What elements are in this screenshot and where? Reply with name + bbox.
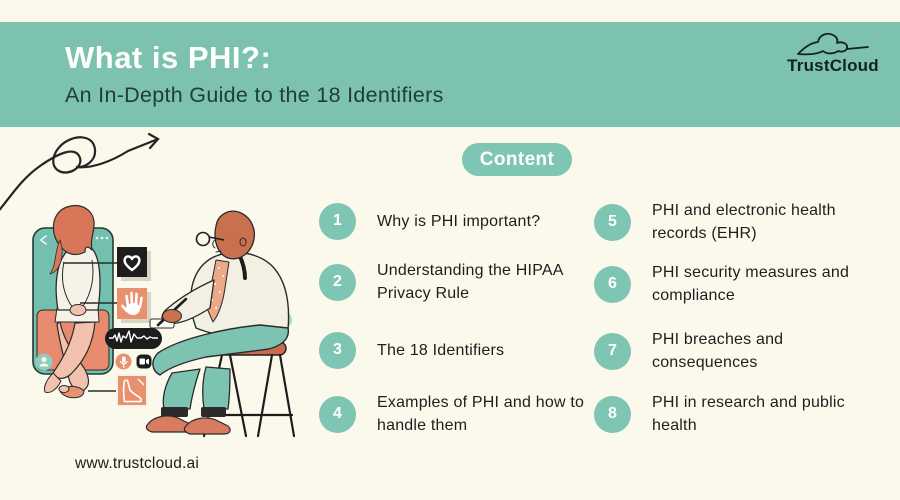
item-label: Understanding the HIPAA Privacy Rule (377, 262, 563, 302)
item-number-circle: 5 (594, 204, 631, 241)
item-label: PHI and electronic health records (EHR) (652, 202, 836, 242)
cloud-outline-icon (794, 30, 872, 58)
doodle-arrow-icon (0, 134, 158, 214)
content-badge: Content (462, 143, 572, 176)
item-number-circle: 3 (319, 332, 356, 369)
more-dots-icon (96, 237, 109, 240)
glasses-icon (197, 233, 210, 246)
toc-item-2 (319, 254, 592, 310)
website-link[interactable]: www.trustcloud.ai (75, 455, 200, 472)
heart-icon (117, 247, 147, 277)
item-number-circle: 6 (594, 266, 631, 303)
item-label: Why is PHI important? (377, 212, 541, 230)
toc-item-5 (594, 194, 852, 250)
toc-item-6 (594, 256, 852, 312)
item-label: Examples of PHI and how to handle them (377, 394, 585, 434)
logo-text: TrustCloud (787, 56, 879, 75)
toc-item-7 (594, 323, 852, 379)
toc-item-8 (594, 386, 852, 442)
item-label: PHI in research and public health (652, 394, 845, 434)
item-number-circle: 4 (319, 396, 356, 433)
item-number-circle: 8 (594, 396, 631, 433)
trustcloud-logo (778, 30, 888, 82)
toc-item-3 (319, 322, 592, 378)
item-label: PHI security measures and compliance (652, 264, 850, 304)
doctor-figure (146, 211, 294, 436)
item-label: The 18 Identifiers (377, 341, 505, 359)
doctor-patient-illustration (0, 128, 310, 473)
header-banner (0, 22, 900, 127)
toc-item-1 (319, 193, 592, 249)
page-title: What is PHI?: (65, 40, 272, 75)
item-number-circle: 7 (594, 333, 631, 370)
page-subtitle: An In-Depth Guide to the 18 Identifiers (65, 83, 444, 107)
item-number-circle: 2 (319, 264, 356, 301)
item-label: PHI breaches and consequences (652, 331, 784, 371)
person-icon (36, 354, 53, 371)
toc-item-4 (319, 386, 592, 442)
item-number-circle: 1 (319, 203, 356, 240)
